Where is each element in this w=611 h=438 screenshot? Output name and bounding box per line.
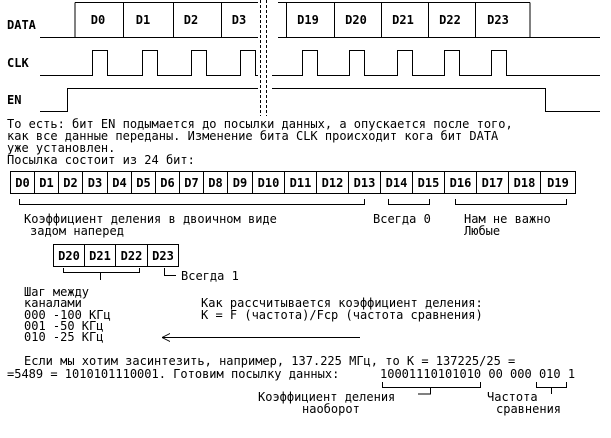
bottom-coef-1: Коэффициент деления bbox=[258, 390, 396, 404]
packet-bit-d17: D17 bbox=[481, 176, 504, 190]
explanation-line-1: То есть: бит EN подымается до посылки данных, а опускается после того, bbox=[7, 117, 513, 131]
tail-bit-d20: D20 bbox=[58, 249, 80, 263]
timing-bit-d22: D22 bbox=[439, 13, 461, 27]
tail-bit-d22: D22 bbox=[120, 249, 143, 263]
tail-bit-d23: D23 bbox=[152, 249, 174, 263]
nodiff-label-2: Любые bbox=[464, 224, 501, 238]
packet-bit-d9: D9 bbox=[232, 176, 248, 190]
clk-waveform bbox=[40, 51, 600, 76]
example-line-1: Если мы хотим засинтезить, например, 137.225 МГц, то K = 137225/25 = bbox=[24, 354, 516, 368]
coef-label-1: Коэффициент деления в двоичном виде bbox=[24, 212, 277, 226]
timing-bit-d23: D23 bbox=[487, 13, 509, 27]
packet-bit-d7: D7 bbox=[184, 176, 199, 190]
packet-bit-d13: D13 bbox=[353, 176, 376, 190]
packet-bit-d2: D2 bbox=[63, 176, 78, 190]
step-line-2: каналами bbox=[24, 296, 82, 310]
packet-bit-d3: D3 bbox=[87, 176, 103, 190]
packet-bit-d0: D0 bbox=[15, 176, 30, 190]
nodiff-label-1: Нам не важно bbox=[464, 212, 551, 226]
always1-label: Всегда 1 bbox=[181, 269, 239, 283]
signal-label-clk: CLK bbox=[7, 56, 29, 70]
step-line-5: 010 -25 КГц bbox=[24, 330, 104, 344]
always1-bracket bbox=[165, 268, 177, 276]
coef-label-2: задом наперед bbox=[30, 224, 124, 238]
example-packet: 10001110101010 00 000 010 1 bbox=[380, 367, 576, 381]
step-bracket bbox=[64, 268, 140, 280]
explanation-line-4: Посылка состоит из 24 бит: bbox=[7, 153, 195, 167]
timing-bit-d3: D3 bbox=[231, 13, 247, 27]
formula-line-2: K = F (частота)/Fcp (частота сравнения) bbox=[201, 308, 483, 322]
tail-bit-d21: D21 bbox=[89, 249, 111, 263]
en-waveform bbox=[40, 89, 600, 112]
packet-bit-d8: D8 bbox=[208, 176, 223, 190]
data-bus-waveform bbox=[40, 3, 600, 38]
packet-bit-d6: D6 bbox=[160, 176, 175, 190]
packet-bit-d12: D12 bbox=[321, 176, 344, 190]
packet-bit-d18: D18 bbox=[513, 176, 536, 190]
bottom-coef-2: наоборот bbox=[302, 402, 360, 416]
timing-bit-d1: D1 bbox=[135, 13, 151, 27]
packet-bit-d4: D4 bbox=[112, 176, 127, 190]
always0-label: Всегда 0 bbox=[373, 212, 431, 226]
always0-bracket bbox=[389, 199, 430, 205]
step-line-1: Шаг между bbox=[24, 285, 90, 299]
timing-bit-d2: D2 bbox=[183, 13, 199, 27]
timing-bit-d20: D20 bbox=[345, 13, 367, 27]
nodiff-bracket bbox=[456, 199, 567, 205]
packet-bit-d11: D11 bbox=[289, 176, 312, 190]
timing-bit-d21: D21 bbox=[392, 13, 414, 27]
bottom-freq-1: Частота bbox=[487, 390, 538, 404]
explanation-line-2: как все данные переданы. Изменение бита CLK происходит кога бит DATA bbox=[7, 129, 499, 143]
break-marks bbox=[261, 0, 267, 116]
step-line-4: 001 -50 КГц bbox=[24, 319, 104, 333]
packet-bit-d1: D1 bbox=[39, 176, 54, 190]
packet-bit-d19: D19 bbox=[547, 176, 569, 190]
coef-bracket bbox=[20, 199, 365, 205]
formula-line-1: Как рассчитывается коэффициент деления: bbox=[201, 296, 483, 310]
signal-label-en: EN bbox=[7, 93, 22, 107]
bottom-freq-2: сравнения bbox=[496, 402, 562, 416]
timing-bit-d0: D0 bbox=[90, 13, 106, 27]
packet-bit-d10: D10 bbox=[257, 176, 280, 190]
packet-bit-d16: D16 bbox=[449, 176, 472, 190]
explanation-line-3: уже установлен. bbox=[7, 141, 116, 155]
signal-label-data: DATA bbox=[7, 18, 36, 32]
packet-bit-d15: D15 bbox=[417, 176, 440, 190]
timing-diagram bbox=[0, 0, 611, 120]
timing-bit-d19: D19 bbox=[297, 13, 319, 27]
step-line-3: 000 -100 КГц bbox=[24, 308, 111, 322]
packet-bit-d5: D5 bbox=[136, 176, 151, 190]
example-line-2: =5489 = 1010101110001. Готовим посылку данных: bbox=[7, 367, 340, 381]
packet-bit-d14: D14 bbox=[385, 176, 408, 190]
